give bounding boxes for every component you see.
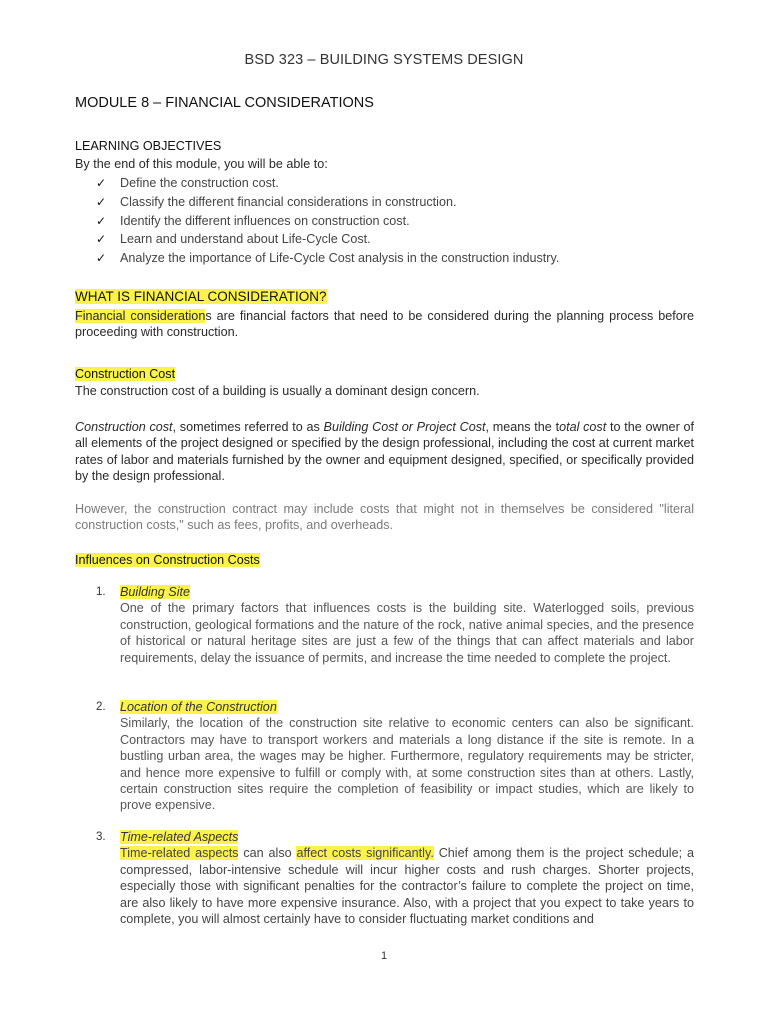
objective-item: ✓ Learn and understand about Life-Cycle Cost. (96, 230, 696, 249)
course-title: BSD 323 – BUILDING SYSTEMS DESIGN (244, 52, 524, 68)
checkmark-icon: ✓ (96, 194, 107, 209)
item-number: 2. (96, 701, 106, 713)
item-title: Location of the Construction (120, 700, 277, 714)
highlighted-term: Financial consideration (75, 309, 206, 323)
construction-cost-heading: Construction Cost (75, 367, 176, 381)
item-body: Similarly, the location of the construction site relative to economic centers can also be significant. Contractors may have to transport workers and materials a long distance if the site is remote. In a bustling urban area, the wages may be higher. Furthermore, regulatory requirements may be stricter, and hence more expensive to fulfill or comply with, at some construction sites than at others. Lastly, certain construction sites require the completion of feasibility or impact studies, which are likely to prove expensive. (120, 716, 694, 813)
checkmark-icon: ✓ (96, 251, 107, 266)
checkmark-icon: ✓ (96, 176, 107, 190)
objective-item: ✓ Define the construction cost. (96, 174, 696, 193)
page-number: 1 (380, 950, 388, 962)
financial-consideration-definition: Financial considerations are financial factors that need to be considered during the planning process before proceeding with construction. (75, 309, 694, 340)
learning-objectives-intro: By the end of this module, you will be able to: (75, 157, 328, 171)
checkmark-icon: ✓ (96, 213, 107, 228)
objective-item: ✓ Identify the different influences on construction cost. (96, 212, 696, 231)
construction-cost-paragraph-1: The construction cost of a building is usually a dominant design concern. (75, 384, 480, 398)
item-number: 1. (96, 586, 106, 598)
objective-item: ✓ Classify the different financial considerations in construction. (96, 193, 696, 212)
item-body: One of the primary factors that influences costs is the building site. Waterlogged soils, previous construction, geological formations and the nature of the rock, native animal species, and the presence of historical or natural heritage sites are just a few of the things that can affect materials and labor requirements, delay the issuance of permits, and increase the time needed to complete the project. (120, 601, 694, 665)
learning-objectives-heading: LEARNING OBJECTIVES (75, 139, 222, 153)
financial-consideration-heading: WHAT IS FINANCIAL CONSIDERATION? (75, 289, 327, 304)
objective-item: ✓ Analyze the importance of Life-Cycle Cost analysis in the construction industry. (96, 249, 696, 268)
objectives-list (96, 174, 696, 268)
construction-cost-paragraph-2: Construction cost, sometimes referred to as Building Cost or Project Cost, means the total cost to the owner of all elements of the project designed or specified by the design professional, including the cost at current market rates of labor and materials furnished by the owner and equipment designed, specified, or specifically provided by the design professional. (75, 420, 695, 484)
item-title: Building Site (120, 585, 191, 599)
item-number: 3. (96, 831, 106, 843)
influences-heading: Influences on Construction Costs (75, 553, 260, 567)
item-title: Time-related Aspects (120, 830, 239, 844)
module-title: MODULE 8 – FINANCIAL CONSIDERATIONS (75, 95, 374, 111)
item-body: Time-related aspects can also affect costs significantly. Chief among them is the project schedule; a compressed, labor-intensive schedule will incur higher costs and rush charges. Shorter projects, especially those with significant penalties for the contractor’s failure to complete the project on time, are also likely to have more expensive insurance. Also, with a project that you expect to take years to complete, you will almost certainly have to consider fluctuating market conditions and (120, 846, 694, 927)
checkmark-icon: ✓ (96, 232, 107, 247)
construction-cost-paragraph-3: However, the construction contract may include costs that might not in themselves be considered "literal construction costs," such as fees, profits, and overheads. (75, 502, 694, 533)
